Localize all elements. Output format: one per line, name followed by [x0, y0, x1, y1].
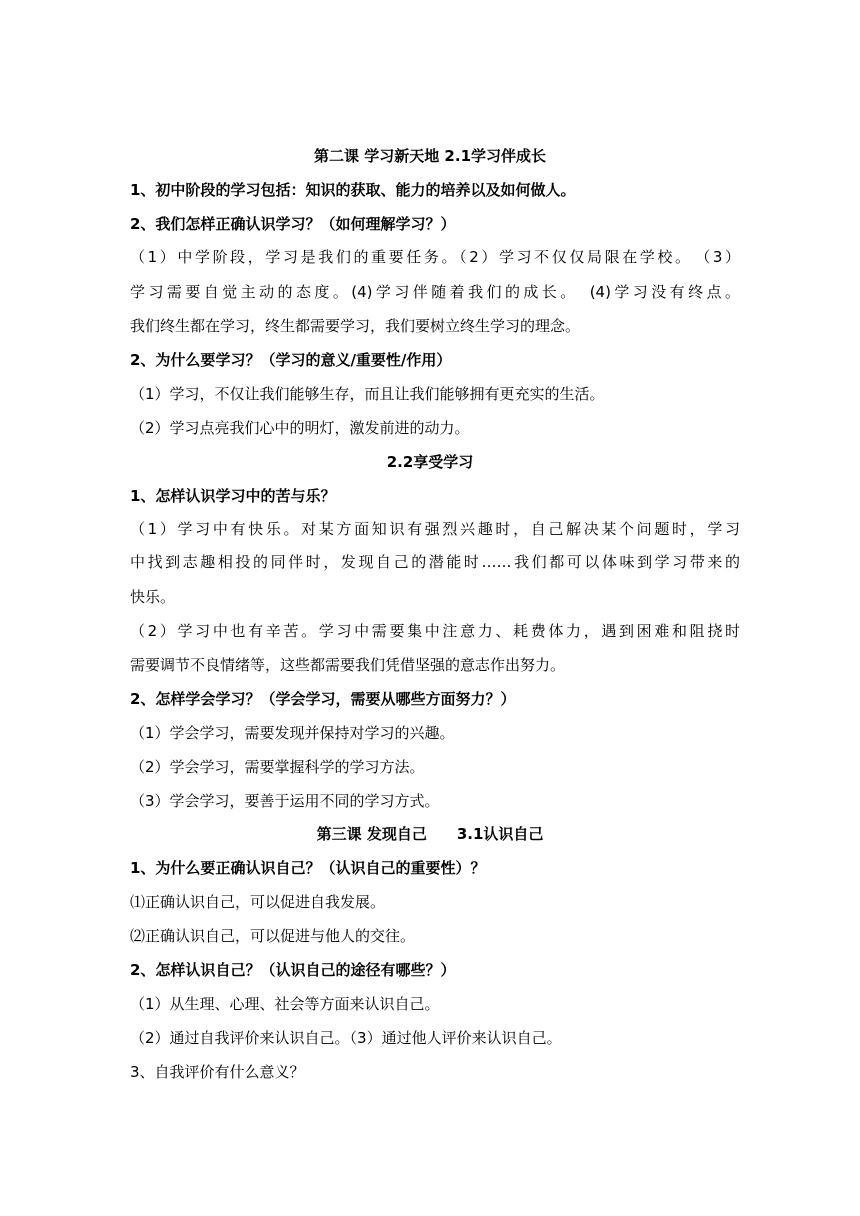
- body-line: ⑵正确认识自己，可以促进与他人的交往。: [130, 927, 416, 945]
- question-heading: 2、我们怎样正确认识学习？（如何理解学习？）: [130, 215, 456, 233]
- question-heading: 1、为什么要正确认识自己？（认识自己的重要性）？: [130, 859, 486, 877]
- body-line: （2）通过自我评价来认识自己。（3）通过他人评价来认识自己。: [130, 1029, 562, 1047]
- body-line: （1）学习中有快乐。对某方面知识有强烈兴趣时，自己解决某个问题时，学习: [130, 520, 740, 538]
- body-line: （2）学会学习，需要掌握科学的学习方法。: [130, 758, 425, 776]
- body-line: （2）学习点亮我们心中的明灯，激发前进的动力。: [130, 419, 470, 437]
- body-line: （3）学会学习，要善于运用不同的学习方式。: [130, 792, 440, 810]
- question-heading: 2、怎样认识自己？（认识自己的途径有哪些？）: [130, 961, 456, 979]
- body-line: （1）从生理、心理、社会等方面来认识自己。: [130, 995, 440, 1013]
- question-heading: 2、怎样学会学习？（学会学习，需要从哪些方面努力？）: [130, 690, 516, 708]
- body-line: 快乐。: [130, 588, 176, 606]
- body-line: （1）中学阶段，学习是我们的重要任务。（2）学习不仅仅局限在学校。 （3）: [130, 248, 740, 266]
- body-line: 学习需要自觉主动的态度。(4)学习伴随着我们的成长。 (4)学习没有终点。: [130, 283, 740, 301]
- question-heading: 2、为什么要学习？（学习的意义/重要性/作用）: [130, 351, 452, 369]
- lesson-3-title: 第三课 发现自己 3.1认识自己: [316, 825, 544, 843]
- body-line: 我们终生都在学习，终生都需要学习，我们要树立终生学习的理念。: [130, 317, 581, 335]
- section-2-2-title: 2.2享受学习: [386, 453, 474, 471]
- body-line: 需要调节不良情绪等，这些都需要我们凭借坚强的意志作出努力。: [130, 656, 566, 674]
- body-line: ⑴正确认识自己，可以促进自我发展。: [130, 893, 386, 911]
- question-heading: 1、怎样认识学习中的苦与乐？: [130, 487, 336, 505]
- question-heading: 1、初中阶段的学习包括：知识的获取、能力的培养以及如何做人。: [130, 181, 576, 199]
- lesson-2-title: 第二课 学习新天地 2.1学习伴成长: [313, 147, 547, 165]
- body-line: （1）学会学习，需要发现并保持对学习的兴趣。: [130, 724, 455, 742]
- body-line: 中找到志趣相投的同伴时，发现自己的潜能时……我们都可以体味到学习带来的: [130, 553, 740, 571]
- body-line: 3、自我评价有什么意义？: [130, 1063, 305, 1081]
- body-line: （1）学习，不仅让我们能够生存，而且让我们能够拥有更充实的生活。: [130, 385, 605, 403]
- body-line: （2）学习中也有辛苦。学习中需要集中注意力、耗费体力，遇到困难和阻挠时: [130, 622, 740, 640]
